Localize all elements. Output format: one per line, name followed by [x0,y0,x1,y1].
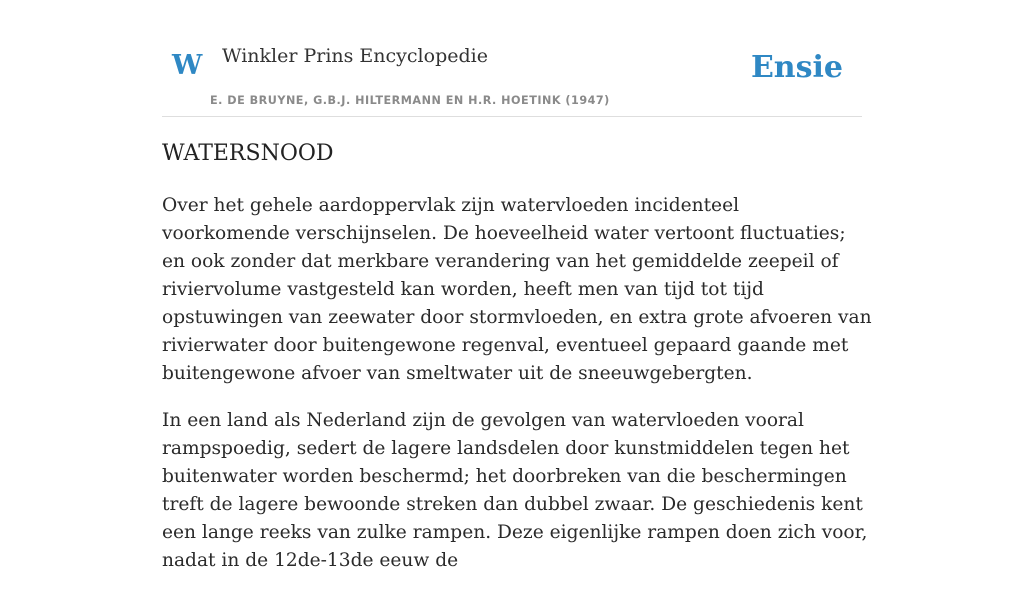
publication-title[interactable]: Winkler Prins Encyclopedie [222,45,488,67]
publication-authors: E. DE BRUYNE, G.B.J. HILTERMANN EN H.R. HOETINK (1947) [210,94,610,107]
ensie-brand-logo[interactable]: Ensie [750,50,843,85]
article-paragraph-2: In een land als Nederland zijn de gevolgen van watervloeden vooral rampspoedig, sedert de lagere landsdelen door kunstmiddelen tegen het buitenwater worden beschermd; het doorbreken van die beschermingen treft de lagere bewoonde streken dan dubbel zwaar. De geschiedenis kent een lange reeks van zulke rampen. Deze eigenlijke rampen doen zich voor, nadat in de 12de-13de eeuw de [162,409,868,571]
article-title: WATERSNOOD [162,141,334,166]
article-paragraph-1: Over het gehele aardoppervlak zijn watervloeden incidenteel voorkomende verschijnselen. De hoeveelheid water vertoont fluctuaties; en ook zonder dat merkbare verandering van het gemiddelde zeepeil of riviervolume vastgesteld kan worden, heeft men van tijd tot tijd opstuwingen van zeewater door stormvloeden, en extra grote afvoeren van rivierwater door buitengewone regenval, eventueel gepaard gaande met buitengewone afvoer van smeltwater uit de sneeuwgebergten. [162,194,872,384]
site-header [162,30,862,117]
winkler-prins-logo[interactable]: W [172,50,203,81]
article [162,140,872,594]
